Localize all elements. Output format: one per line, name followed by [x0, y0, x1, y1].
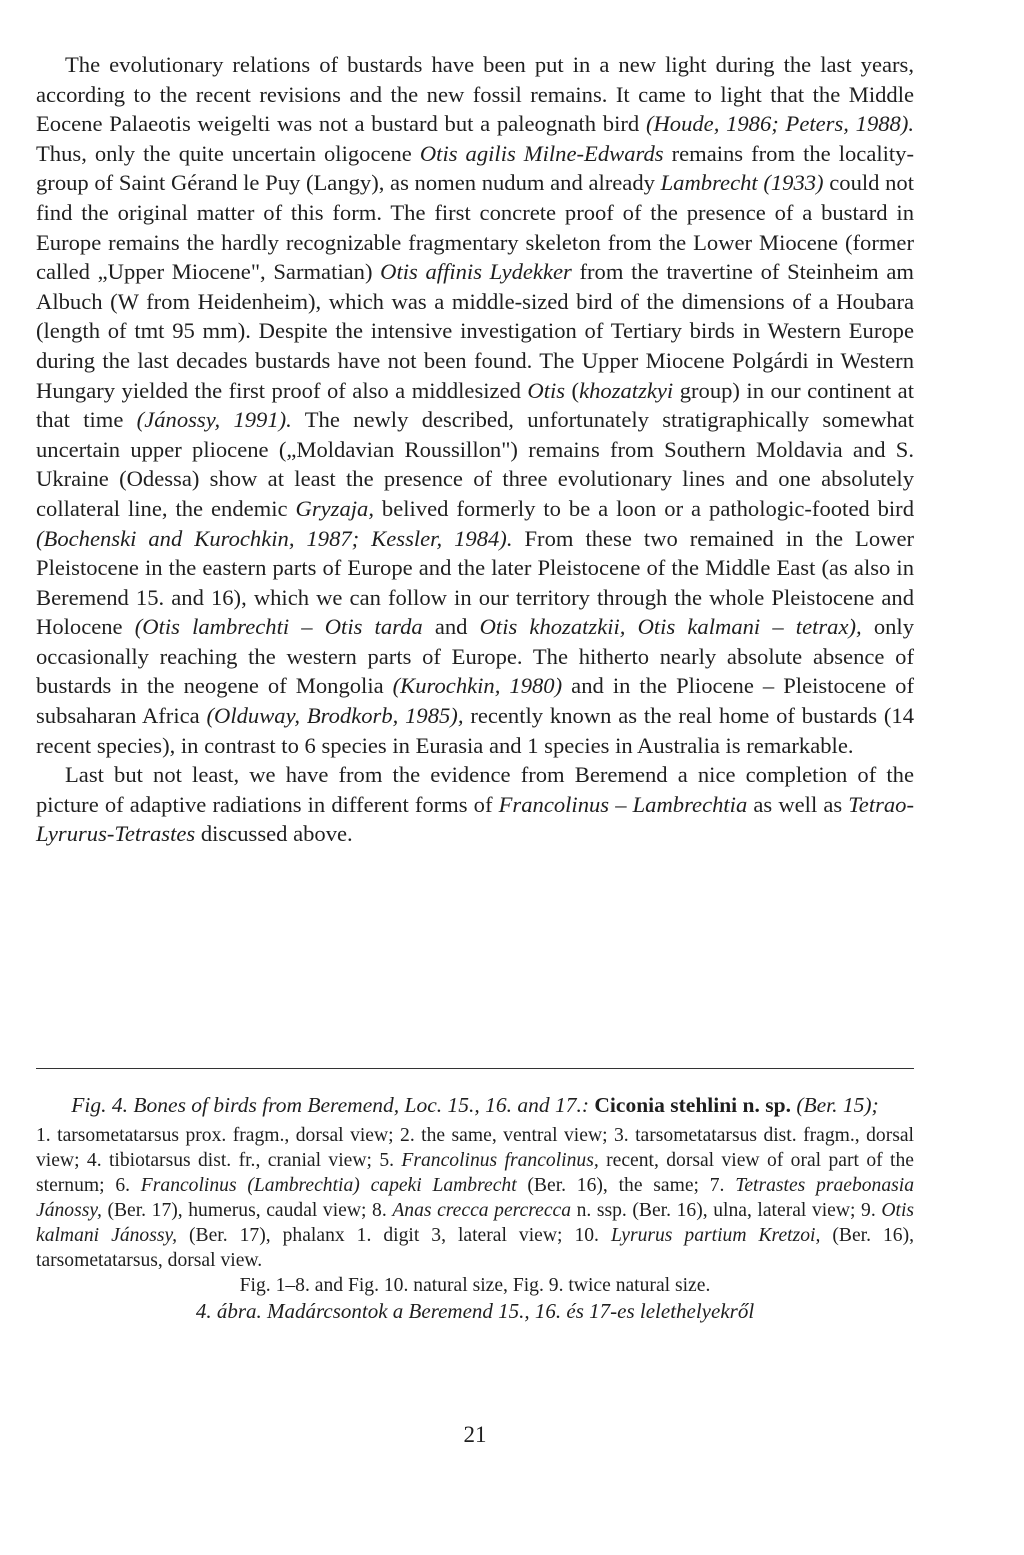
caption-title-italic: Fig. 4. Bones of birds from Beremend, Loc. 15., 16. and 17.:: [71, 1093, 595, 1117]
text-run: Thus, only the quite uncertain oligocene: [36, 140, 420, 166]
text-run: as well as: [747, 791, 849, 817]
text-run: n. ssp. (Ber. 16), ulna, lateral view; 9.: [571, 1200, 882, 1221]
figure-caption: [36, 1091, 914, 1324]
citation: (Kurochkin, 1980): [392, 673, 563, 699]
text-run: (Ber. 16), tarsometatarsus, dorsal view.: [36, 1225, 915, 1271]
paragraph-bustards: [36, 50, 914, 760]
text-run: From these two remained in the Lower Pleistocene in the eastern parts of Europe and the later Pleistocene of the Middle East (as also in Beremend 15. and 16), which we can follow in our territory through the whole Pleistocene and Holocene: [36, 525, 914, 640]
text-run: remains from the locality-group of Saint Gérand le Puy (Langy), as nomen nudum and already: [36, 140, 914, 196]
text-run: belived formerly to be a loon or a pathologic-footed bird: [373, 495, 914, 521]
text-run: discussed above.: [195, 821, 353, 847]
citation: (Jánossy, 1991).: [136, 407, 292, 433]
citation: (Olduway, Brodkorb, 1985),: [206, 703, 464, 729]
citation: Lambrecht (1933): [660, 170, 824, 196]
taxon-name: Francolinus – Lambrechtia: [498, 791, 748, 817]
text-run: (: [565, 377, 580, 403]
text-run: group) in our continent at that time: [36, 377, 914, 433]
text-run: (Ber. 16), the same; 7.: [516, 1175, 736, 1196]
text-run: (Ber. 17), phalanx 1. digit 3, lateral view; 10.: [176, 1225, 611, 1246]
text-run: and in the Pliocene – Pleistocene of subsaharan Africa: [36, 673, 914, 729]
taxon-name: Otis agilis Milne-Edwards: [419, 140, 664, 166]
citation: (Bochenski and Kurochkin, 1987; Kessler, 1984).: [36, 525, 513, 551]
text-run: only occasionally reaching the western parts of Europe. The hitherto nearly absolute absence of bustards in the neogene of Mongolia: [36, 614, 915, 699]
paragraph-conclusion: [36, 760, 914, 849]
taxon-name: Gryzaja,: [295, 495, 374, 521]
main-text: [36, 50, 914, 849]
text-run: recent, dorsal view of oral part of the sternum; 6.: [36, 1150, 914, 1196]
section-divider: [36, 1068, 914, 1069]
citation: (Houde, 1986; Peters, 1988).: [645, 111, 915, 137]
caption-title: [36, 1091, 914, 1119]
text-run: from the travertine of Steinheim am Albuch (W from Heidenheim), which was a middle-sized bird of the dimensions of a Houbara (length of tmt 95 mm). Despite the intensive investigation of Tertiary birds in Western Europe during the last decades bustards have not been found. The Upper Miocene Polgárdi in Western Hungary yielded the first proof of also a middlesized: [36, 259, 914, 403]
caption-hungarian: 4. ábra. Madárcsontok a Beremend 15., 16. és 17-es lelethelyekről: [195, 1299, 755, 1323]
taxon-name: Otis kalmani Jánossy,: [36, 1200, 915, 1246]
taxon-name: Tetrao-Lyrurus-Tetrastes: [36, 791, 915, 847]
text-run: The evolutionary relations of bustards have been put in a new light during the last years, according to the recent revisions and the new fossil remains. It came to light that the Middle Eocene Palaeotis weigelti was not a bustard but a paleognath bird: [36, 52, 914, 137]
taxon-name: Otis affinis Lydekker: [380, 259, 572, 285]
taxon-name: Anas crecca percrecca: [392, 1200, 572, 1221]
taxon-name: (Otis lambrechti – Otis tarda: [134, 614, 423, 640]
text-run: and: [422, 614, 480, 640]
taxon-name: khozatzkyi: [579, 377, 674, 403]
text-run: could not find the original matter of this form. The first concrete proof of the presence of a bustard in Europe remains the hardly recognizable fragmentary skeleton from the Lower Miocene (former called „Upper Miocene", Sarmatian): [36, 170, 914, 285]
page-number: 21: [463, 1422, 487, 1447]
taxon-name: Otis khozatzkii, Otis kalmani – tetrax),: [479, 614, 862, 640]
caption-title-locality: (Ber. 15);: [790, 1093, 879, 1117]
text-run: 1. tarsometatarsus prox. fragm., dorsal view; 2. the same, ventral view; 3. tarsometatarsus dist. fragm., dorsal view; 4. tibiotarsus dist. fr., cranial view; 5.: [36, 1125, 914, 1171]
taxon-name: Francolinus francolinus,: [401, 1150, 599, 1171]
taxon-name: Francolinus (Lambrechtia) capeki Lambrecht: [140, 1175, 517, 1196]
taxon-name: Otis: [527, 377, 566, 403]
taxon-name: Lyrurus partium Kretzoi,: [610, 1225, 821, 1246]
caption-title-species: Ciconia stehlini n. sp.: [594, 1093, 791, 1117]
text-run: The newly described, unfortunately stratigraphically somewhat uncertain upper pliocene („Moldavian Roussillon") remains from Southern Moldavia and S. Ukraine (Odessa) show at least the presence of three evolutionary lines and one absolutely collateral line, the endemic: [36, 407, 914, 521]
text-run: Last but not least, we have from the evidence from Beremend a nice completion of the picture of adaptive radiations in different forms of: [36, 762, 914, 817]
caption-body: [36, 1123, 914, 1273]
text-run: recently known as the real home of bustards (14 recent species), in contrast to 6 species in Eurasia and 1 species in Australia is remarkable.: [36, 703, 914, 758]
text-run: (Ber. 17), humerus, caudal view; 8.: [101, 1200, 393, 1221]
caption-size-note: Fig. 1–8. and Fig. 10. natural size, Fig. 9. twice natural size.: [239, 1275, 711, 1296]
taxon-name: Tetrastes praebonasia Jánossy,: [36, 1175, 915, 1221]
